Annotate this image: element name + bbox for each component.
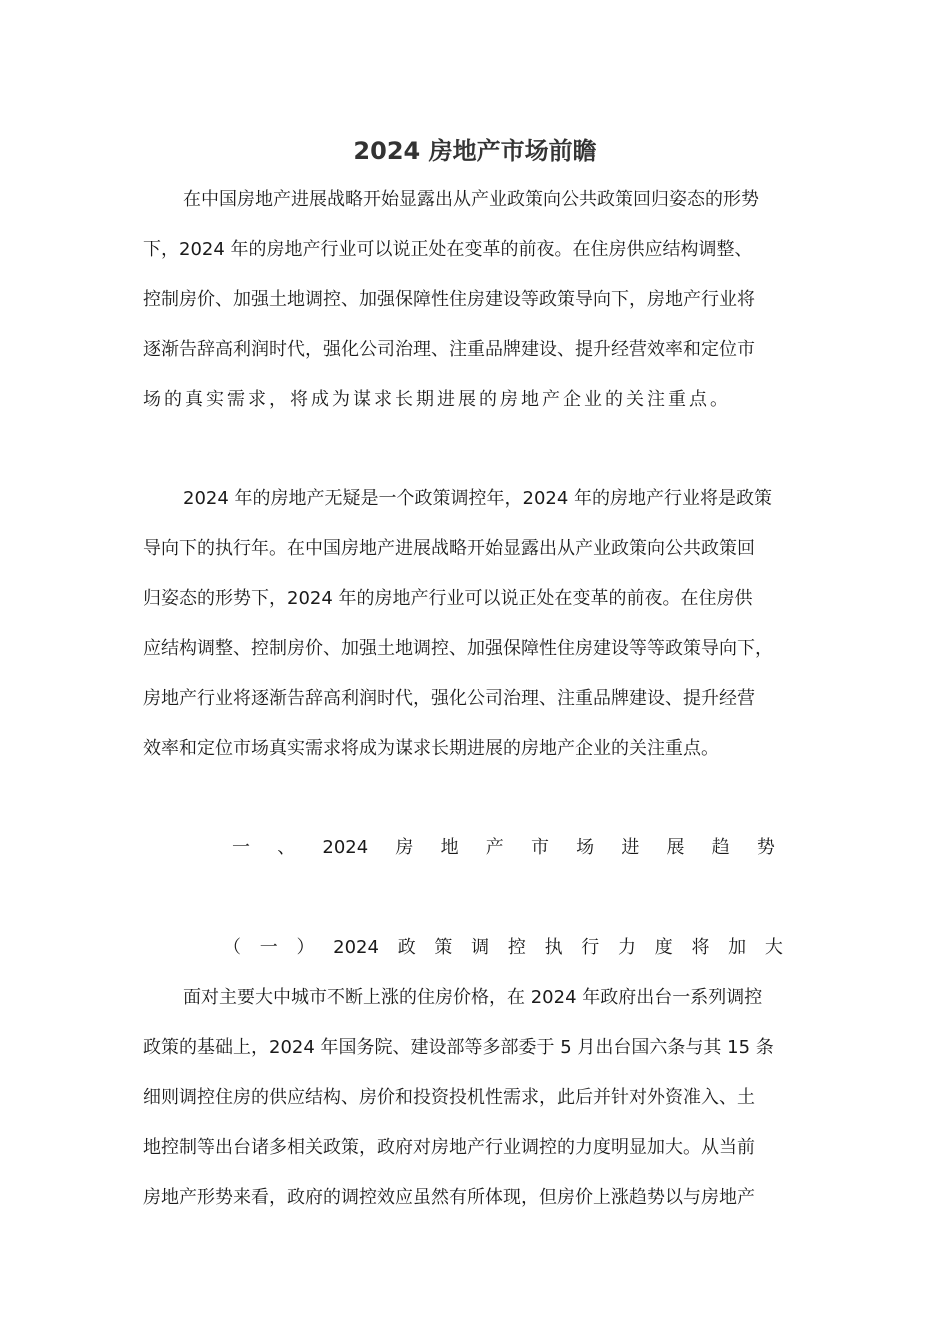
heading-char: 2024 (322, 837, 369, 858)
heading-char: 大 (764, 937, 783, 958)
paragraph-2-line: 归姿态的形势下，2024 年的房地产行业可以说正处在变革的前夜。在住房供 (143, 588, 753, 609)
paragraph-1-line: 逐渐告辞高利润时代，强化公司治理、注重品牌建设、提升经营效率和定位市 (143, 339, 755, 360)
heading-char: 市 (530, 837, 549, 858)
heading-char: 策 (434, 937, 453, 958)
paragraph-1-line: 场的真实需求，将成为谋求长期进展的房地产企业的关注重点。 (143, 389, 731, 410)
heading-char: 一 (259, 937, 278, 958)
heading-char: 房 (395, 837, 414, 858)
heading-char: （ (223, 937, 241, 958)
paragraph-3-line: 地控制等出台诸多相关政策，政府对房地产行业调控的力度明显加大。从当前 (143, 1137, 755, 1158)
heading-char: 控 (507, 937, 526, 958)
heading-char: 加 (728, 937, 747, 958)
heading-char: 执 (544, 937, 563, 958)
heading-char: 将 (691, 937, 710, 958)
heading-char: 度 (654, 937, 673, 958)
heading-char: 行 (581, 937, 600, 958)
heading-char: 政 (397, 937, 416, 958)
paragraph-1-line: 下，2024 年的房地产行业可以说正处在变革的前夜。在住房供应结构调整、 (143, 239, 753, 260)
paragraph-2-line: 效率和定位市场真实需求将成为谋求长期进展的房地产企业的关注重点。 (143, 738, 719, 759)
section-heading-1 (232, 834, 775, 862)
heading-char: 展 (666, 837, 685, 858)
paragraph-2-line: 房地产行业将逐渐告辞高利润时代，强化公司治理、注重品牌建设、提升经营 (143, 688, 755, 709)
heading-char: 、 (277, 837, 296, 858)
paragraph-3-line: 细则调控住房的供应结构、房价和投资投机性需求，此后并针对外资准入、土 (143, 1087, 755, 1108)
paragraph-1-line: 在中国房地产进展战略开始显露出从产业政策向公共政策回归姿态的形势 (183, 189, 759, 210)
paragraph-2-line: 应结构调整、控制房价、加强土地调控、加强保障性住房建设等等政策导向下， (143, 638, 773, 659)
heading-char: 一 (232, 837, 250, 858)
heading-char: 趋 (711, 837, 730, 858)
paragraph-2-line: 导向下的执行年。在中国房地产进展战略开始显露出从产业政策向公共政策回 (143, 538, 755, 559)
section-heading-2 (223, 934, 783, 962)
paragraph-3-line: 房地产形势来看，政府的调控效应虽然有所体现，但房价上涨趋势以与房地产 (143, 1187, 755, 1208)
heading-char: 产 (485, 837, 504, 858)
heading-char: 进 (621, 837, 640, 858)
paragraph-3-line: 政策的基础上，2024 年国务院、建设部等多部委于 5 月出台国六条与其 15 条 (143, 1037, 774, 1058)
paragraph-2-line: 2024 年的房地产无疑是一个政策调控年，2024 年的房地产行业将是政策 (183, 488, 773, 509)
paragraph-3-line: 面对主要大中城市不断上涨的住房价格，在 2024 年政府出台一系列调控 (183, 987, 763, 1008)
heading-char: ） (296, 937, 315, 958)
document-title: 2024 房地产市场前瞻 (353, 137, 597, 165)
paragraph-1-line: 控制房价、加强土地调控、加强保障性住房建设等政策导向下，房地产行业将 (143, 289, 755, 310)
heading-char: 势 (756, 837, 775, 858)
heading-char: 地 (440, 837, 459, 858)
heading-char: 场 (576, 837, 595, 858)
heading-char: 调 (471, 937, 490, 958)
heading-char: 力 (618, 937, 636, 958)
heading-char: 2024 (333, 937, 379, 958)
